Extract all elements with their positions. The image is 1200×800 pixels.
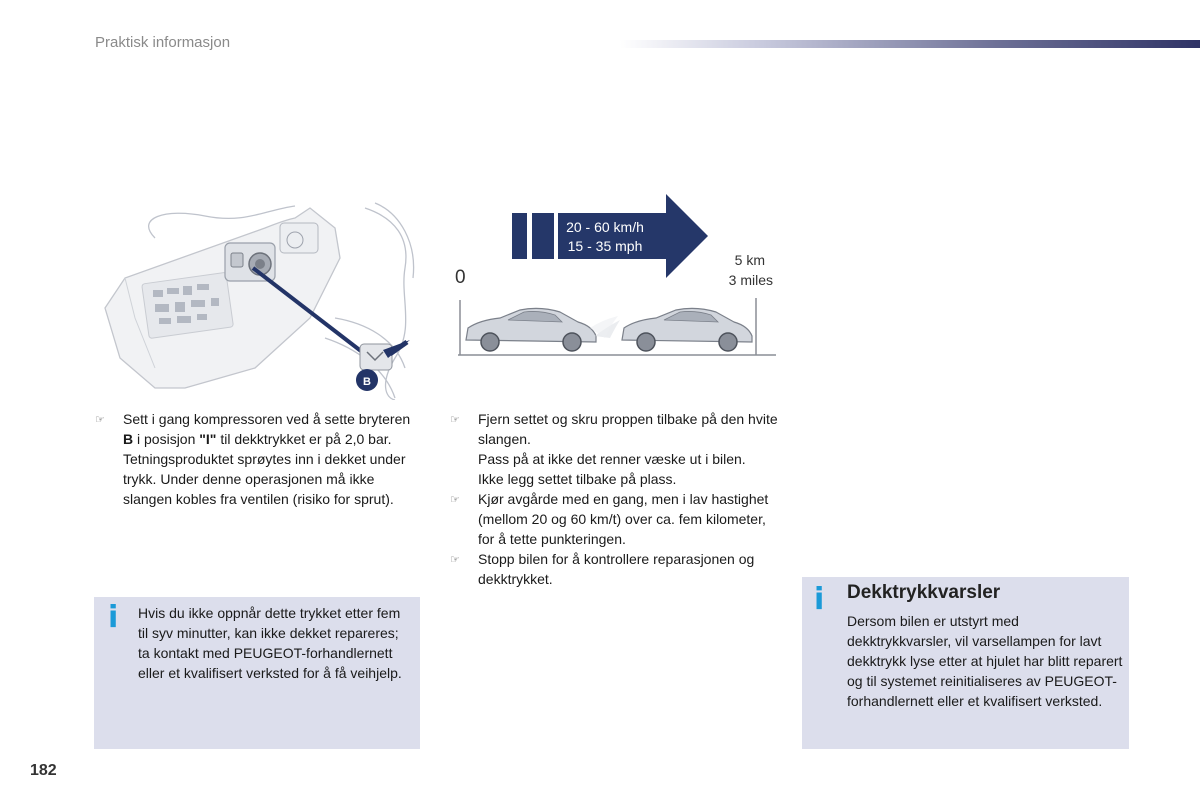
section-title: Praktisk informasjon	[95, 34, 231, 51]
drive-speed-illustration	[440, 188, 780, 360]
pointing-hand-icon: ☞	[95, 414, 105, 426]
callout-b-label: B	[363, 376, 371, 388]
box-title: Dekktrykkvarsler	[847, 582, 1001, 603]
speed-kmh-label: 20 - 60 km/h	[566, 219, 644, 235]
distance-km-label: 5 km	[734, 252, 765, 268]
info-icon: i	[814, 582, 825, 617]
speed-mph-label: 15 - 35 mph	[567, 238, 643, 254]
list-item: ☞ Kjør avgårde med en gang, men i lav hastighet (mellom 20 og 60 km/t) over ca. fem kilometer, for å tette punkteringen.	[450, 491, 769, 547]
info-note-box	[94, 597, 420, 749]
car-right-icon	[590, 308, 752, 351]
list-item: ☞ Fjern settet og skru proppen tilbake på den hvite slangen. Pass på at ikke det renner væske ut i bilen. Ikke legg settet tilbake på plass.	[450, 411, 778, 487]
list-item: ☞ Sett i gang kompressoren ved å sette bryteren B i posisjon "I" til dekktrykket er på 2,0 bar. Tetningsproduktet sprøytes inn i dekket under trykk. Under denne operasjonen må ikke slangen kobles fra ventilen (risiko for sprut).	[95, 409, 415, 509]
pointing-hand-icon: ☞	[450, 414, 460, 426]
box-text: Dersom bilen er utstyrt med dekktrykkvarsler, vil varsellampen for lavt dekktrykk lyse etter at hjulet har blitt reparert og til systemet reinitialiseres av PEUGEOT-forhandlernett eller et kvalifisert verksted.	[847, 613, 1123, 709]
compressor-kit-illustration	[95, 198, 420, 400]
pointing-hand-icon: ☞	[450, 494, 460, 506]
distance-miles-label: 3 miles	[728, 272, 773, 288]
tyre-pressure-warning-box	[802, 577, 1129, 749]
header-gradient-bar	[620, 40, 1200, 48]
list-item: ☞ Stopp bilen for å kontrollere reparasjonen og dekktrykket.	[450, 551, 755, 587]
middle-column-text	[450, 409, 780, 589]
left-column-text	[95, 409, 415, 509]
info-note-text: Hvis du ikke oppnår dette trykket etter fem til syv minutter, kan ikke dekket repareres; ta kontakt med PEUGEOT-forhandlernett eller et kvalifisert verksted for å få veihjelp.	[138, 605, 402, 681]
paragraph: Tetningsproduktet sprøytes inn i dekket under trykk. Under denne operasjonen må ikke slangen kobles fra ventilen (risiko for sprut).	[123, 451, 406, 507]
info-icon: i	[108, 600, 119, 635]
start-distance-label: 0	[455, 267, 466, 288]
car-left-icon	[466, 308, 596, 351]
page-number: 182	[30, 762, 57, 779]
pointing-hand-icon: ☞	[450, 554, 460, 566]
